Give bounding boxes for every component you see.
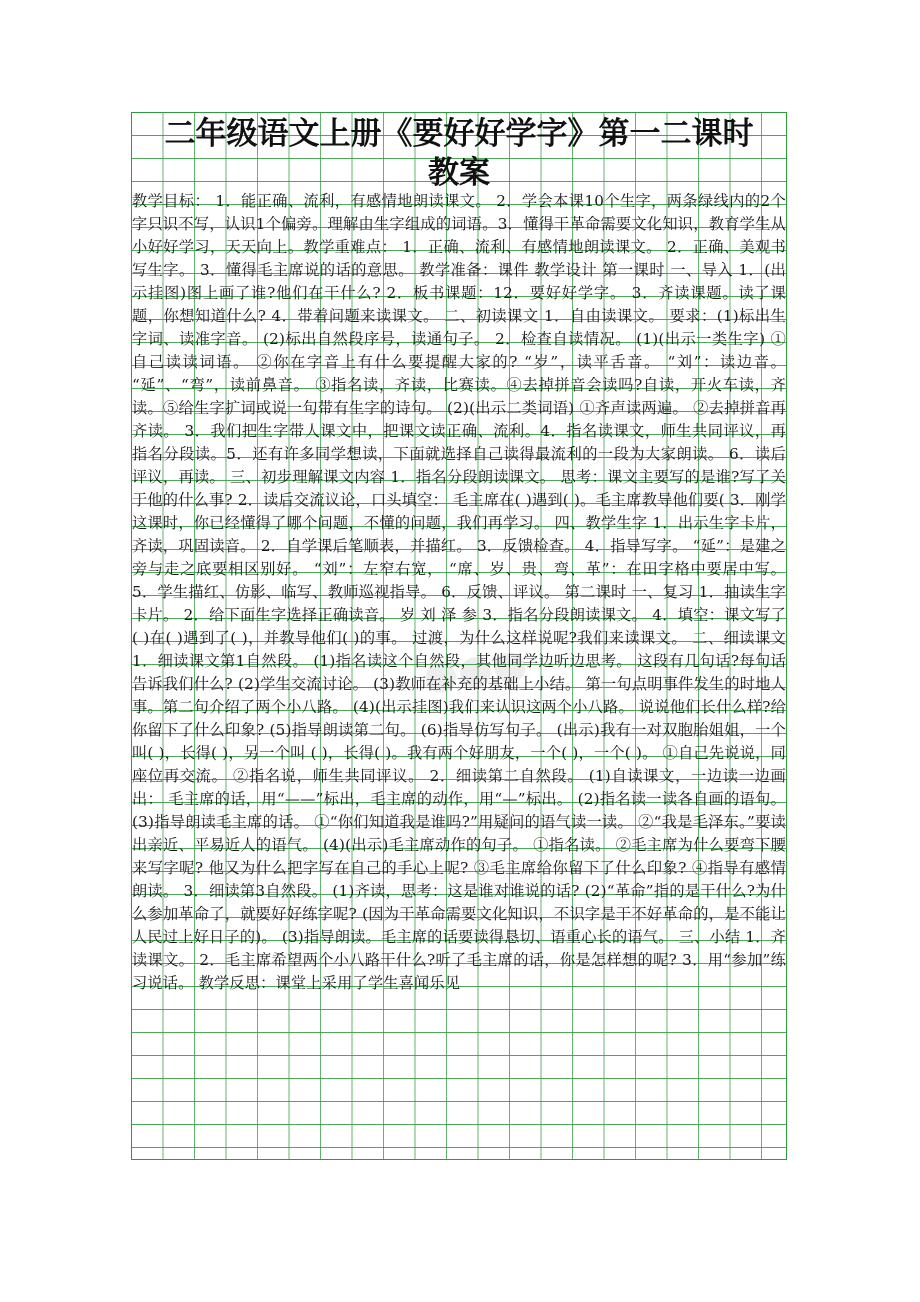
document-title bbox=[131, 114, 787, 193]
document-body: 教学目标： 1．能正确、流利，有感情地朗读课文。 2．学会本课10个生字，两条绿线内的2个字只识不写，认识1个偏旁。理解由生字组成的词语。3．懂得干革命需要文化知识，教育学生从小好好学习，天天向上。教学重难点： 1．正确、流利、有感情地朗读课文。 2．正确、美观书写生字。 3．懂得毛主席说的话的意思。 教学准备：课件 教学设计 第一课时 一、导入 1．(出示挂图)图上画了谁?他们在干什么? 2．板书课题：12．要好好学字。 3．齐读课题。读了课题，你想知道什么? 4．带着问题来读课文。 二、初读课文 1．自由读课文。 要求：(1)标出生字词、读准字音。 (2)标出自然段序号，读通句子。 2．检查自读情况。 (1)(出示一类生字) ①自己读读词语。 ②你在字音上有什么要提醒大家的? “岁”，读平舌音。 “刘”：读边音。 “延”、“弯”，读前鼻音。 ③指名读，齐读，比赛读。④去掉拼音会读吗?自读，开火车读，齐读。⑤给生字扩词或说一句带有生字的诗句。 (2)(出示二类词语) ①齐声读两遍。 ②去掉拼音再齐读。 3．我们把生字带人课文中，把课文读正确、流利。4．指名读课文，师生共同评议，再指名分段读。5．还有许多同学想读，下面就选择自己读得最流利的一段为大家朗读。 6．读后评议，再读。 三、初步理解课文内容 1．指名分段朗读课文。 思考：课文主要写的是谁?写了关于他的什么事? 2．读后交流议论，口头填空： 毛主席在( )遇到( )。毛主席教导他们要( 3．刚学这课时，你已经懂得了哪个问题，不懂的问题，我们再学习。 四、教学生字 1．出示生字卡片，齐读，巩固读音。 2．自学课后笔顺表，并描红。 3．反馈检查。 4．指导写字。 “延”：是建之旁与走之底要相区别好。 “刘”：左窄右宽， “席、岁、贵、弯、革”：在田字格中要居中写。 5．学生描红、仿影、临写、教师巡视指导。 6．反馈、评议。 第二课时 一、复习 1．抽读生字卡片。 2．给下面生字选择正确读音。 岁 刘 泽 参 3．指名分段朗读课文。 4．填空：课文写了( )在( )遇到了( )，并教导他们( )的事。 过渡，为什么这样说呢?我们来读课文。 二、细读课文 1．细读课文第1自然段。 (1)指名读这个自然段，其他同学边听边思考。 这段有几句话?每句话告诉我们什么? (2)学生交流讨论。 (3)教师在补充的基础上小结。 第一句点明事件发生的时地人事。第二句介绍了两个小八路。 (4)(出示挂图)我们来认识这两个小八路。 说说他们长什么样?给你留下了什么印象? (5)指导朗读第二句。 (6)指导仿写句子。 (出示)我有一对双胞胎姐姐，一个叫( )，长得( )，另一个叫 ( )，长得( )。我有两个好朋友，一个( )，一个( )。 ①自己先说说，同座位再交流。 ②指名说，师生共同评议。 2．细读第二自然段。 (1)自读课文，一边读一边画出： 毛主席的话，用“——”标出，毛主席的动作，用“—”标出。 (2)指名读一读各自画的语句。(3)指导朗读毛主席的话。 ①“你们知道我是谁吗?”用疑问的语气读一读。 ②“我是毛泽东。”要读出亲近、平易近人的语气。 (4)(出示)毛主席动作的句子。 ①指名读。 ②毛主席为什么要弯下腰来写字呢? 他又为什么把字写在自己的手心上呢? ③毛主席给你留下了什么印象? ④指导有感情朗读。 3．细读第3自然段。 (1)齐读，思考：这是谁对谁说的话? (2)“革命”指的是干什么?为什么参加革命了，就要好好练字呢? (因为干革命需要文化知识，不识字是干不好革命的，是不能让人民过上好日子的)。 (3)指导朗读。毛主席的话要读得恳切、语重心长的语气。 三、小结 1．齐读课文。 2．毛主席希望两个小八路干什么?听了毛主席的话，你是怎样想的呢? 3．用“参加”练习说话。 教学反思：课堂上采用了学生喜闻乐见 bbox=[132, 192, 786, 992]
title-line-2: 教案 bbox=[428, 155, 490, 191]
title-line-1: 二年级语文上册《要好好学字》第一二课时 bbox=[164, 116, 754, 152]
watermark: ●●● bbox=[419, 639, 531, 701]
